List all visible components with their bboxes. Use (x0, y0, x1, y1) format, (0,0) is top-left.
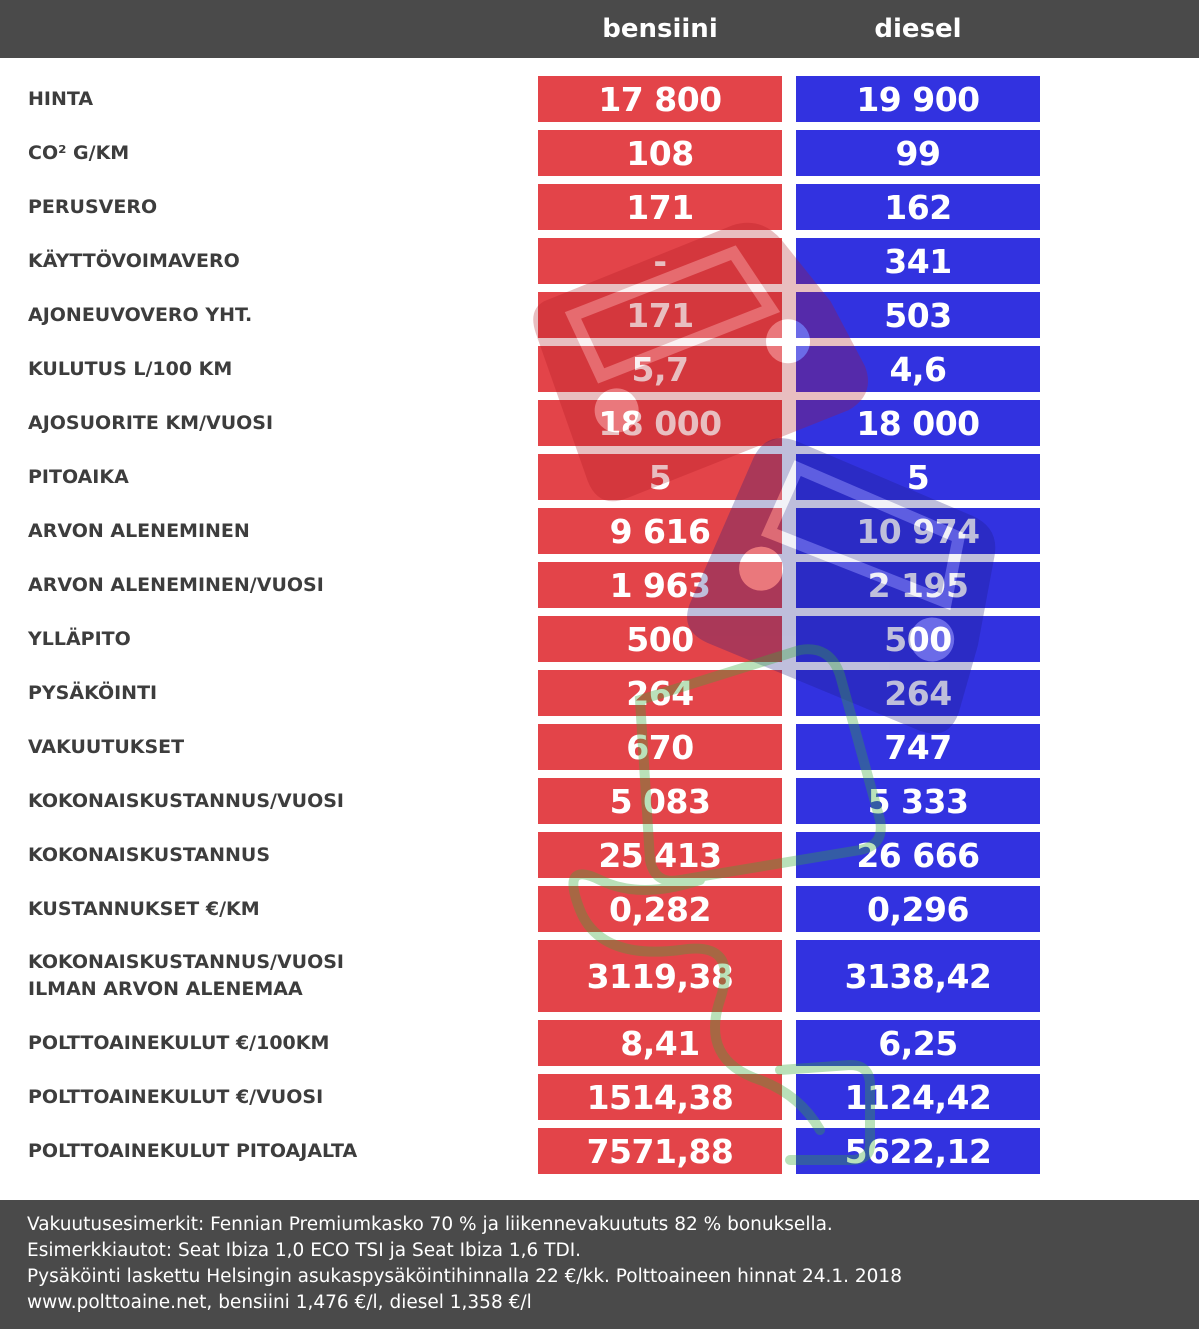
cell-diesel: 5 (796, 454, 1040, 500)
cell-bensiini: 3119,38 (538, 940, 782, 1012)
row-label-line: CO² G/KM (28, 141, 130, 164)
cell-bensiini: - (538, 238, 782, 284)
row-label (28, 454, 528, 500)
row-label-line: KUSTANNUKSET €/KM (28, 897, 260, 920)
row-label-line: KOKONAISKUSTANNUS (28, 843, 271, 866)
row-label (28, 346, 528, 392)
row-label (28, 1020, 528, 1066)
row-label (28, 1074, 528, 1120)
cell-diesel: 2 195 (796, 562, 1040, 608)
cell-bensiini: 5 (538, 454, 782, 500)
cell-diesel: 18 000 (796, 400, 1040, 446)
footer-line: Vakuutusesimerkit: Fennian Premiumkasko 70 % ja liikennevakuututs 82 % bonuksella. (27, 1214, 833, 1235)
row-label (28, 238, 528, 284)
cell-bensiini: 171 (538, 292, 782, 338)
row-label (28, 184, 528, 230)
cell-bensiini: 25 413 (538, 832, 782, 878)
row-label-line: ARVON ALENEMINEN/VUOSI (28, 573, 324, 596)
cell-diesel: 162 (796, 184, 1040, 230)
cell-bensiini: 18 000 (538, 400, 782, 446)
row-label (28, 724, 528, 770)
row-label (28, 1128, 528, 1174)
cell-diesel: 26 666 (796, 832, 1040, 878)
row-label (28, 76, 528, 122)
row-label-line: YLLÄPITO (28, 627, 131, 650)
cell-diesel: 6,25 (796, 1020, 1040, 1066)
cell-bensiini: 670 (538, 724, 782, 770)
cell-bensiini: 7571,88 (538, 1128, 782, 1174)
cell-diesel: 747 (796, 724, 1040, 770)
row-label (28, 508, 528, 554)
cell-diesel: 341 (796, 238, 1040, 284)
cell-diesel: 1124,42 (796, 1074, 1040, 1120)
row-label (28, 292, 528, 338)
cell-bensiini: 17 800 (538, 76, 782, 122)
cell-bensiini: 264 (538, 670, 782, 716)
cell-diesel: 19 900 (796, 76, 1040, 122)
row-label-line: PYSÄKÖINTI (28, 681, 158, 704)
cell-diesel: 5 333 (796, 778, 1040, 824)
cell-diesel: 4,6 (796, 346, 1040, 392)
row-label-line: KOKONAISKUSTANNUS/VUOSI (28, 951, 344, 973)
cell-bensiini: 1 963 (538, 562, 782, 608)
cell-diesel: 503 (796, 292, 1040, 338)
cell-bensiini: 0,282 (538, 886, 782, 932)
row-label-line: POLTTOAINEKULUT €/100KM (28, 1031, 330, 1054)
row-label (28, 562, 528, 608)
row-label (28, 886, 528, 932)
row-label-line: KOKONAISKUSTANNUS/VUOSI (28, 789, 344, 812)
column-header-diesel: diesel (874, 14, 962, 44)
cell-bensiini: 108 (538, 130, 782, 176)
cell-bensiini: 1514,38 (538, 1074, 782, 1120)
row-label-line: ARVON ALENEMINEN (28, 519, 250, 542)
cell-diesel: 0,296 (796, 886, 1040, 932)
cell-bensiini: 8,41 (538, 1020, 782, 1066)
cell-bensiini: 5 083 (538, 778, 782, 824)
row-label (28, 832, 528, 878)
row-label (28, 400, 528, 446)
cell-bensiini: 5,7 (538, 346, 782, 392)
row-label-line: PERUSVERO (28, 195, 158, 218)
cell-bensiini: 500 (538, 616, 782, 662)
cell-diesel: 5622,12 (796, 1128, 1040, 1174)
row-label (28, 130, 528, 176)
footer-line: www.polttoaine.net, bensiini 1,476 €/l, diesel 1,358 €/l (27, 1292, 532, 1313)
row-label (28, 778, 528, 824)
cell-bensiini: 171 (538, 184, 782, 230)
row-label-line: VAKUUTUKSET (28, 735, 185, 758)
row-label-line: AJOSUORITE KM/VUOSI (28, 411, 274, 434)
row-label-line: POLTTOAINEKULUT PITOAJALTA (28, 1139, 358, 1162)
row-label (28, 616, 528, 662)
cell-diesel: 264 (796, 670, 1040, 716)
row-label-line: AJONEUVOVERO YHT. (28, 303, 253, 326)
row-label-line: KÄYTTÖVOIMAVERO (28, 249, 240, 272)
row-label-line: POLTTOAINEKULUT €/VUOSI (28, 1085, 324, 1108)
column-header-bensiini: bensiini (602, 14, 718, 44)
cell-diesel: 500 (796, 616, 1040, 662)
footer-line: Pysäköinti laskettu Helsingin asukaspysäköintihinnalla 22 €/kk. Polttoaineen hinnat 24.1. 2018 (27, 1266, 902, 1287)
cell-diesel: 99 (796, 130, 1040, 176)
footer-notes (0, 1200, 1199, 1329)
cell-bensiini: 9 616 (538, 508, 782, 554)
row-label-line: HINTA (28, 87, 94, 110)
footer-line: Esimerkkiautot: Seat Ibiza 1,0 ECO TSI ja Seat Ibiza 1,6 TDI. (27, 1240, 582, 1261)
row-label-line: ILMAN ARVON ALENEMAA (28, 978, 303, 1000)
row-label (28, 940, 528, 1012)
row-label-line: KULUTUS L/100 KM (28, 357, 233, 380)
row-label (28, 670, 528, 716)
row-label-line: PITOAIKA (28, 465, 129, 488)
cell-diesel: 3138,42 (796, 940, 1040, 1012)
cell-diesel: 10 974 (796, 508, 1040, 554)
